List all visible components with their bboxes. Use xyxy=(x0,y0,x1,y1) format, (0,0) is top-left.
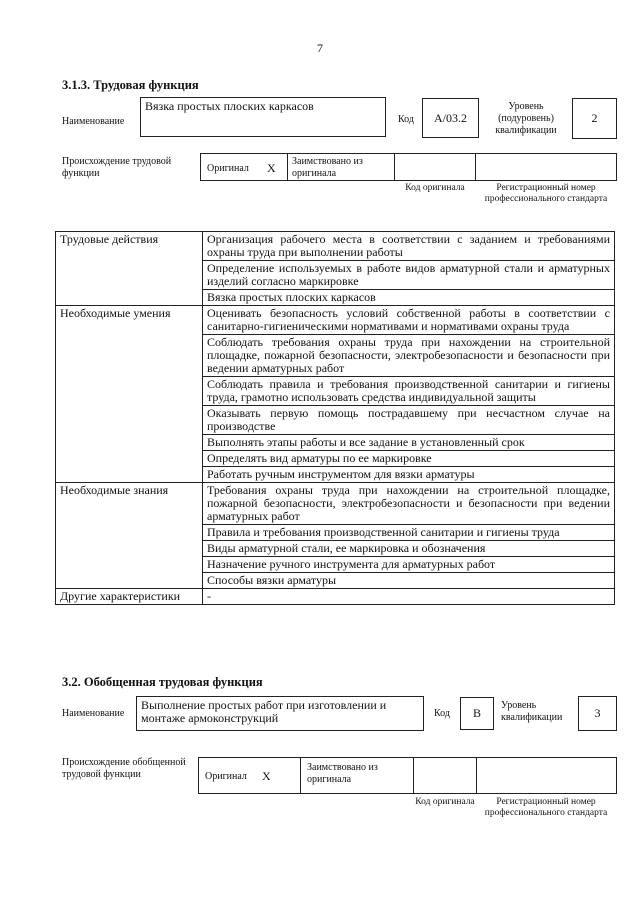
level-value: 2 xyxy=(572,98,617,139)
name-value: Вязка простых плоских каркасов xyxy=(140,97,386,137)
section-heading: 3.2. Обобщенная трудовая функция xyxy=(62,675,263,689)
origin-label: Происхождение трудовой функции xyxy=(62,156,172,179)
name-label: Наименование xyxy=(62,116,125,127)
table-row xyxy=(56,589,615,605)
reg-number-caption: Регистрационный номер профессионального стандарта xyxy=(484,797,608,818)
table-cell: Организация рабочего места в соответствии с заданием и требованиями охраны труда при выполнении работы xyxy=(203,232,615,261)
level-label: Уровень квалификации xyxy=(501,700,563,723)
original-mark: X xyxy=(267,161,276,175)
original-cell xyxy=(198,757,301,794)
reg-number-caption: Регистрационный номер профессионального стандарта xyxy=(484,183,608,204)
original-mark: X xyxy=(262,769,271,783)
table-cell: Соблюдать правила и требования производственной санитарии и гигиены труда, грамотно использовать средства индивидуальной защиты xyxy=(203,377,615,406)
table-row xyxy=(56,306,615,335)
table-cell: Вязка простых плоских каркасов xyxy=(203,290,615,306)
table-row xyxy=(56,483,615,525)
reg-number-box xyxy=(476,757,617,794)
code-original-box xyxy=(413,757,477,794)
table-cell: Правила и требования производственной санитарии и гигиены труда xyxy=(203,525,615,541)
level-label: Уровень (подуровень) квалификации xyxy=(495,101,557,136)
name-label: Наименование xyxy=(62,708,125,719)
code-original-caption: Код оригинала xyxy=(405,183,465,193)
table-cell: Виды арматурной стали, ее маркировка и обозначения xyxy=(203,541,615,557)
table-cell: Работать ручным инструментом для вязки арматуры xyxy=(203,467,615,483)
code-value: А/03.2 xyxy=(422,98,479,138)
original-cell xyxy=(200,153,288,181)
table-cell: Назначение ручного инструмента для арматурных работ xyxy=(203,557,615,573)
borrowed-cell: Заимствовано из оригинала xyxy=(300,757,414,794)
table-cell: Определять вид арматуры по ее маркировке xyxy=(203,451,615,467)
code-original-box xyxy=(394,153,476,181)
original-label: Оригинал xyxy=(205,771,247,782)
section-heading: 3.1.3. Трудовая функция xyxy=(62,78,199,92)
row-label-knowledge: Необходимые знания xyxy=(56,483,203,589)
origin-label: Происхождение обобщенной трудовой функции xyxy=(62,757,186,780)
table-cell: Соблюдать требования охраны труда при нахождении на строительной площадке, пожарной безопасности, электробезопасности и безопасности при ведении арматурных работ xyxy=(203,335,615,377)
code-original-caption: Код оригинала xyxy=(415,797,475,807)
reg-number-box xyxy=(475,153,617,181)
code-value: В xyxy=(460,697,494,730)
table-cell: Оказывать первую помощь пострадавшему при несчастном случае на производстве xyxy=(203,406,615,435)
table-row xyxy=(56,232,615,261)
borrowed-cell: Заимствовано из оригинала xyxy=(287,153,395,181)
table-cell: Требования охраны труда при нахождении на строительной площадке, пожарной безопасности, электробезопасности и безопасности при ведении арматурных работ xyxy=(203,483,615,525)
level-value: 3 xyxy=(578,696,617,731)
table-cell: Оценивать безопасность условий собственной работы в соответствии с санитарно-гигиеническими нормативами и нормативами охраны труда xyxy=(203,306,615,335)
name-value: Выполнение простых работ при изготовлении и монтаже армоконструкций xyxy=(136,696,424,731)
labor-function-table xyxy=(55,231,615,605)
table-cell: Способы вязки арматуры xyxy=(203,573,615,589)
row-label-other: Другие характеристики xyxy=(56,589,203,605)
table-cell: Определение используемых в работе видов арматурной стали и арматурных изделий согласно маркировке xyxy=(203,261,615,290)
table-cell: - xyxy=(203,589,615,605)
original-label: Оригинал xyxy=(207,163,249,174)
row-label-skills: Необходимые умения xyxy=(56,306,203,483)
row-label-actions: Трудовые действия xyxy=(56,232,203,306)
page-number: 7 xyxy=(317,41,323,55)
code-label: Код xyxy=(398,114,414,125)
code-label: Код xyxy=(434,708,450,719)
table-cell: Выполнять этапы работы и все задание в установленный срок xyxy=(203,435,615,451)
